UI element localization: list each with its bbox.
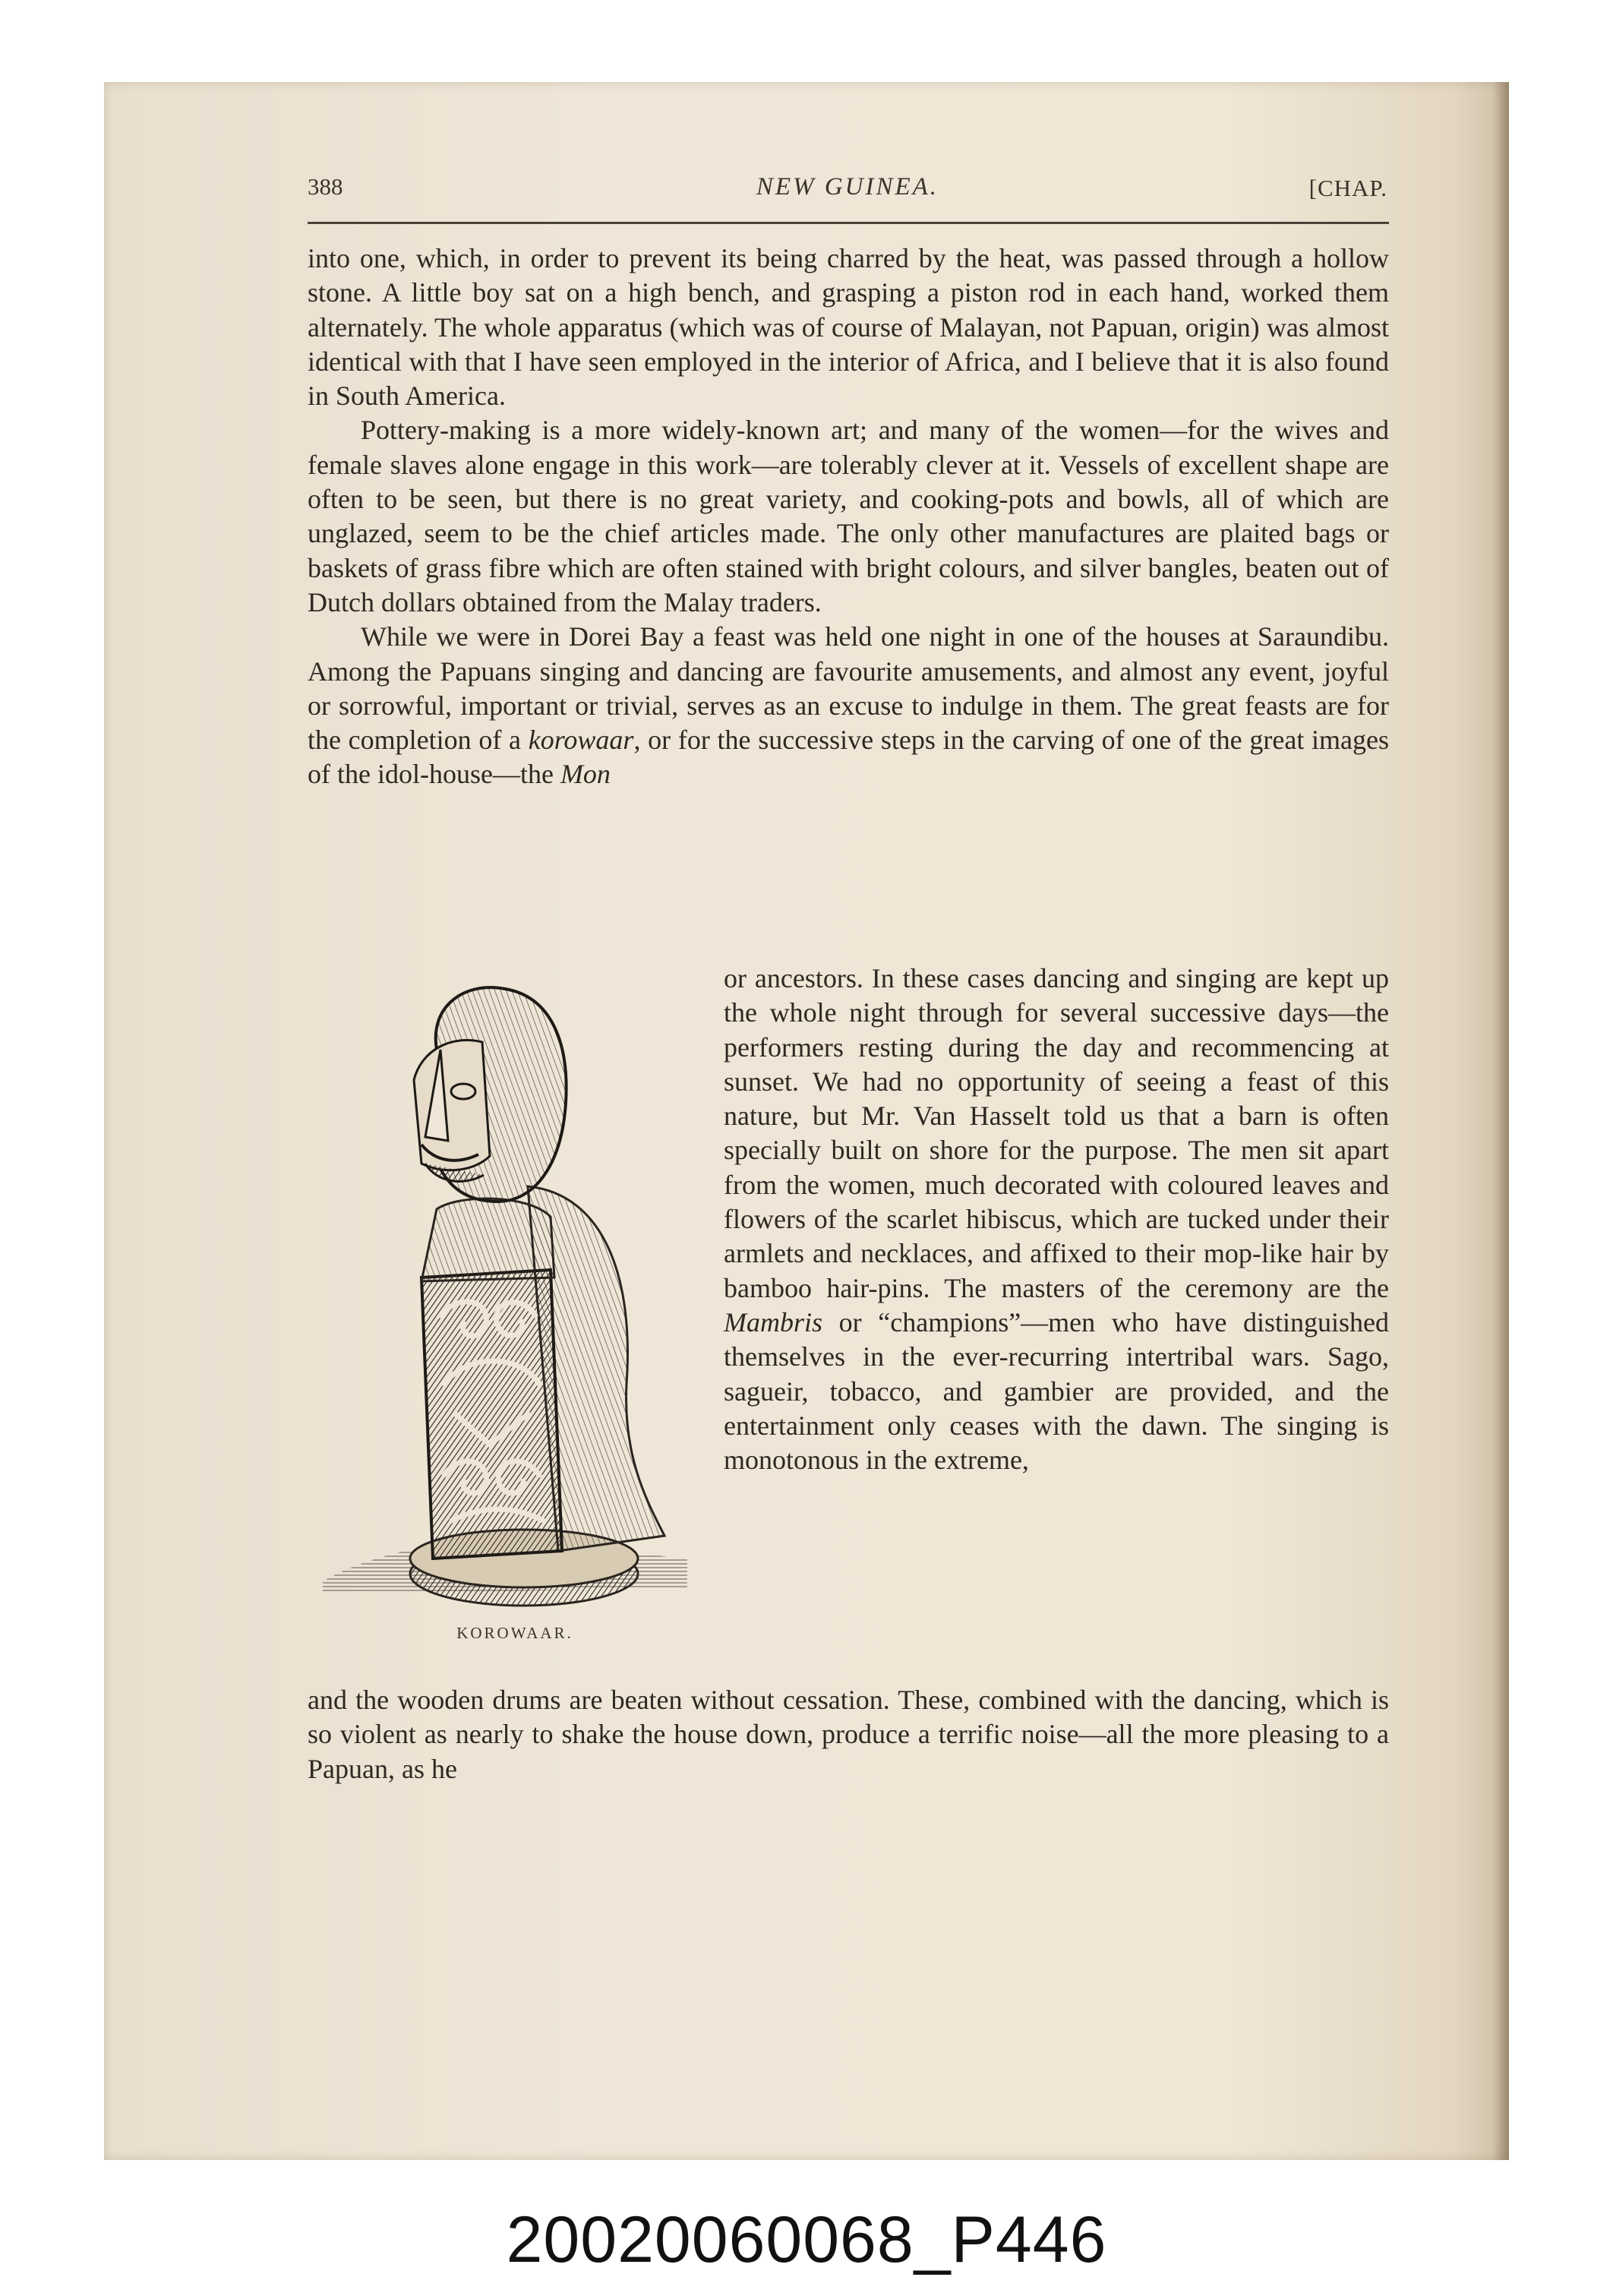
paragraph-3-text-d: or “champions”—men who have distinguished themselves in the ever-recurring intertribal wars. Sago, sagueir, tobacco, and gambier are provided, and the entertainment only ceases with the dawn. The singing is monotonous in the extreme, — [724, 1306, 1389, 1476]
running-header — [308, 173, 1387, 219]
paragraph-3-text-b: , or for the successive steps in the carving of one of the great images of the idol-house—the — [308, 725, 1389, 790]
korowaar-figure — [308, 959, 706, 1642]
paragraph-3-opening — [308, 620, 1389, 791]
term-mon: Mon — [560, 759, 611, 790]
running-title: NEW GUINEA. — [756, 173, 939, 201]
paragraph-3-text-c: or ancestors. In these cases dancing and singing are kept up the whole night through for several successive days—the performers resting during the day and recommencing at sunset. We had no opportunity of seeing a feast of this nature, but Mr. Van Hasselt told us that a barn is often specially built on shore for the purpose. The men sit apart from the women, much decorated with coloured leaves and flowers of the scarlet hibiscus, which are tucked under their armlets and necklaces, and affixed to their mop-like hair by bamboo hair-pins. The masters of the ceremony are the — [724, 963, 1389, 1303]
header-rule — [308, 222, 1389, 224]
body-text-bottom — [308, 1683, 1389, 1786]
paragraph-3-text-a: While we were in Dorei Bay a feast was held one night in one of the houses at Saraundibu. Among the Papuans singing and dancing are favourite amusements, and almost any event, joyful or sorrowful, important or trivial, serves as an excuse to indulge in them. The great feasts are for the completion of a — [308, 621, 1389, 756]
figure-caption: KOROWAAR. — [456, 1624, 573, 1642]
term-korowaar: korowaar — [528, 725, 634, 756]
page-number: 388 — [308, 173, 343, 200]
paragraph-1: into one, which, in order to prevent its being charred by the heat, was passed through a hollow stone. A little boy sat on a high bench, and grasping a piston rod in each hand, worked them alternately. The whole apparatus (which was of course of Malayan, not Papuan, origin) was almost identical with that I have seen employed in the interior of Africa, and I believe that it is also found in South America. — [308, 243, 1389, 412]
body-text-top — [308, 242, 1389, 792]
korowaar-illustration — [308, 959, 706, 1627]
paragraph-3-continued — [724, 962, 1389, 1477]
archive-id-label: 20020060068_P446 — [506, 2203, 1107, 2276]
paragraph-2: Pottery-making is a more widely-known art; and many of the women—for the wives and female slaves alone engage in this work—are tolerably clever at it. Vessels of excellent shape are often to be seen, but there is no great variety, and cooking-pots and bowls, all of which are unglazed, seem to be the chief articles made. The only other manufactures are plaited bags or baskets of grass fibre which are often stained with bright colours, and silver bangles, beaten out of Dutch dollars obtained from the Malay traders. — [308, 415, 1389, 617]
term-mambris: Mambris — [724, 1306, 823, 1337]
body-text-beside-figure — [724, 962, 1389, 1477]
chapter-mark: [CHAP. — [1308, 175, 1387, 201]
paragraph-3-closing: and the wooden drums are beaten without cessation. These, combined with the dancing, which is so violent as nearly to shake the house down, produce a terrific noise—all the more pleasing to a Papuan, as he — [308, 1685, 1389, 1784]
page-gutter-shadow — [1492, 82, 1509, 2160]
